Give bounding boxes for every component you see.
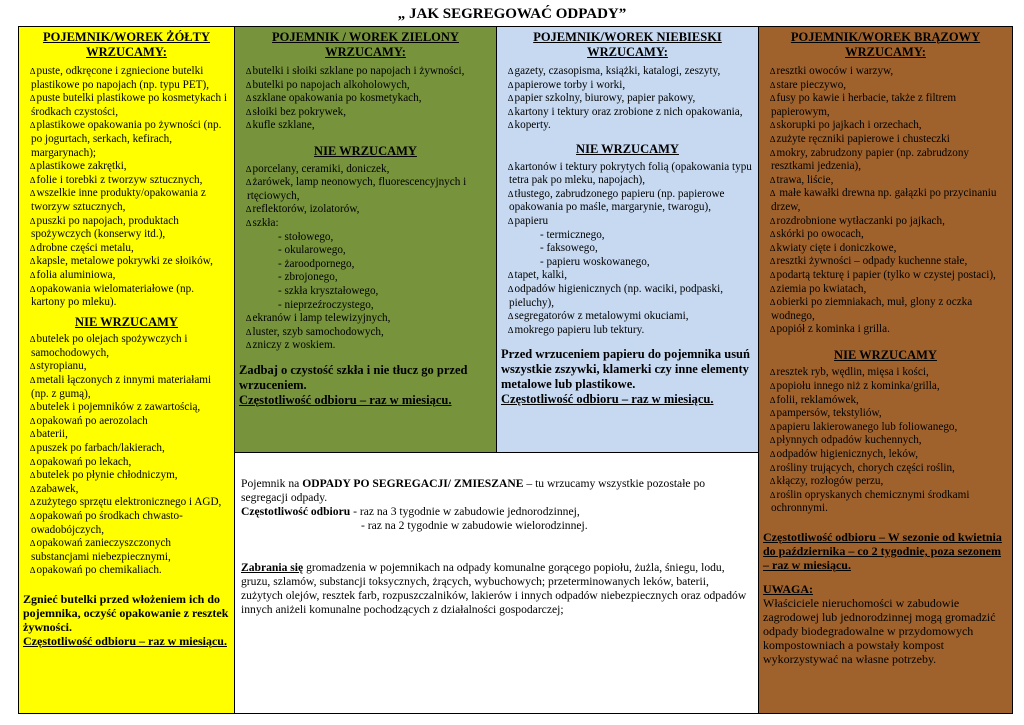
list-item [23,510,230,537]
list-item [23,187,230,214]
list-item [763,269,1008,283]
list-item-text: koperty. [514,119,551,132]
recycle-arrow-icon: ∆ [508,79,514,90]
recycle-arrow-icon: ∆ [508,188,514,199]
list-item-text: żarówek, lamp neonowych, fluorescencyjnych i rtęciowych, [247,176,467,202]
recycle-arrow-icon: ∆ [770,476,776,487]
list-item [23,483,230,497]
list-item [239,217,492,231]
recycle-arrow-icon: ∆ [30,497,36,508]
list-item [763,283,1008,297]
list-item [23,160,230,174]
brown-uwaga-label: UWAGA: [763,582,813,596]
list-item [239,79,492,93]
list-item [501,65,754,79]
list-item-text: folii, reklamówek, [776,393,859,406]
recycle-arrow-icon: ∆ [246,340,252,351]
list-item-text: skorupki po jajkach i orzechach, [776,119,922,132]
recycle-arrow-icon: ∆ [770,242,776,253]
list-item [239,285,492,299]
list-item-text: stare pieczywo, [776,78,847,91]
list-item-text: papier szkolny, biurowy, papier pakowy, [514,92,696,105]
list-item-text: segregatorów z metalowymi okuciami, [514,310,689,323]
list-item [763,174,1008,188]
recycle-arrow-icon: ∆ [30,161,36,172]
list-item [239,339,492,353]
list-item-text: odpadów higienicznych (np. waciki, podpaski, pieluchy), [509,282,723,309]
list-item-text: - żaroodpornego, [278,257,355,270]
list-item [763,421,1008,435]
list-item [23,537,230,564]
list-item-text: trawa, liście, [776,173,834,186]
yellow-frequency: Częstotliwość odbioru – raz w miesiącu. [23,633,227,648]
recycle-arrow-icon: ∆ [30,120,36,131]
recycle-arrow-icon: ∆ [246,163,252,174]
list-item-text: kufle szklane, [252,119,315,132]
list-item-text: szkła: [252,216,279,229]
yellow-note [23,592,230,648]
blue-note-text: Przed wrzuceniem papieru do pojemnika usuń wszystkie zszywki, klamerki czy inne elementy metalowe lub plastikowe. [501,347,750,392]
list-item [23,215,230,242]
list-item [501,92,754,106]
list-item [501,79,754,93]
blue-paper-list [501,229,754,270]
list-item [23,415,230,429]
list-item [501,188,754,215]
yellow-reject-header: NIE WRZUCAMY [75,314,178,329]
blue-accept-list [501,65,754,133]
recycle-arrow-icon: ∆ [30,456,36,467]
recycle-arrow-icon: ∆ [30,242,36,253]
list-item [23,174,230,188]
recycle-arrow-icon: ∆ [770,256,776,267]
blue-note [501,347,754,407]
recycle-arrow-icon: ∆ [30,188,36,199]
green-reject-list [239,163,492,231]
list-item-text: kartonów i tektury pokrytych folią (opakowania typu tetra pak po mleku, napojach), [509,160,752,187]
list-item [239,231,492,245]
list-item-text: resztki żywności – odpady kuchenne stałe, [776,255,968,268]
recycle-arrow-icon: ∆ [246,326,252,337]
mixed-frequency-line2: - raz na 2 tygodnie w zabudowie wielorodzinnej. [361,519,588,532]
list-item [23,374,230,401]
recycle-arrow-icon: ∆ [770,408,776,419]
list-item-text: puste butelki plastikowe po kosmetykach i środkach czystości, [31,92,227,118]
list-item-text: - faksowego, [540,242,598,255]
recycle-arrow-icon: ∆ [246,106,252,117]
yellow-bin-column [19,27,235,713]
recycle-arrow-icon: ∆ [770,269,776,280]
list-item [501,119,754,133]
brown-reject-header: NIE WRZUCAMY [834,347,937,362]
list-item [763,434,1008,448]
list-item-text: popiół z kominka i grilla. [776,323,890,336]
yellow-header: POJEMNIK/WOREK ŻÓŁTY WRZUCAMY: [42,30,211,59]
recycle-arrow-icon: ∆ [770,174,776,185]
list-item-text: zniczy z woskiem. [252,339,336,352]
recycle-arrow-icon: ∆ [770,147,776,158]
list-item [23,496,230,510]
list-item [763,462,1008,476]
list-item [239,326,492,340]
recycle-arrow-icon: ∆ [246,79,252,90]
recycle-arrow-icon: ∆ [508,311,514,322]
list-item-text: opakowań po chemikaliach. [36,564,162,577]
list-item-text: płynnych odpadów kuchennych, [776,434,922,447]
list-item-text: opakowań zanieczyszczonych substancjami niebezpiecznymi, [31,537,172,563]
list-item-text: rośliny trujących, chorych części roślin, [776,461,955,474]
recycle-arrow-icon: ∆ [246,66,252,76]
blue-reject-list [501,161,754,229]
list-item [501,215,754,229]
recycle-arrow-icon: ∆ [770,229,776,240]
recycle-arrow-icon: ∆ [30,93,36,104]
recycle-arrow-icon: ∆ [30,565,36,576]
segregation-board [18,26,1013,714]
recycle-arrow-icon: ∆ [30,429,36,440]
page-title: „ JAK SEGREGOWAĆ ODPADY” [397,6,627,22]
list-item [501,324,754,338]
recycle-arrow-icon: ∆ [508,324,514,335]
list-item [501,310,754,324]
mixed-waste-text [239,455,754,617]
list-item-text: kapsle, metalowe pokrywki ze słoików, [36,255,213,268]
list-item [501,161,754,188]
list-item [763,323,1008,337]
list-item-text: fusy po kawie i herbacie, także z filtrem papierowym, [771,92,957,118]
list-item-text: butelek i pojemników z zawartością, [36,401,201,414]
list-item-text: szklane opakowania po kosmetykach, [252,92,422,105]
list-item-text: ziemia po kwiatach, [776,282,867,295]
list-item-text: słoiki bez pokrywek, [252,105,347,118]
list-item-text: puszki po napojach, produktach spożywczych (konserwy itd.), [31,214,179,241]
list-item [23,564,230,578]
list-item-text: - szkła kryształowego, [278,284,379,297]
mixed-ban-label: Zabrania się [241,561,304,574]
recycle-arrow-icon: ∆ [770,435,776,446]
recycle-arrow-icon: ∆ [770,381,776,392]
list-item-text: papierowe torby i worki, [514,78,626,91]
list-item-text: opakowań po aerozolach [36,414,148,427]
recycle-arrow-icon: ∆ [508,270,514,281]
brown-uwaga-text: Właściciele nieruchomości w zabudowie zagrodowej lub jednorodzinnej mogą gromadzić odpady biodegradowalne w przydomowych kompostowniach a powstały kompost wykorzystywać na własne potrzeby. [763,596,996,666]
recycle-arrow-icon: ∆ [508,93,514,104]
list-item-text: papieru lakierowanego lub foliowanego, [776,420,958,433]
list-item-text: skórki po owocach, [776,228,864,241]
recycle-arrow-icon: ∆ [246,120,252,131]
list-item [763,255,1008,269]
green-reject-header: NIE WRZUCAMY [314,143,417,158]
recycle-arrow-icon: ∆ [30,483,36,494]
recycle-arrow-icon: ∆ [770,215,776,226]
list-item [763,380,1008,394]
recycle-arrow-icon: ∆ [30,215,36,226]
list-item-text: puszek po farbach/lakierach, [36,442,165,455]
recycle-arrow-icon: ∆ [770,462,776,473]
recycle-arrow-icon: ∆ [770,489,776,500]
recycle-arrow-icon: ∆ [30,174,36,185]
list-item [501,229,754,243]
recycle-arrow-icon: ∆ [246,204,252,215]
list-item [763,133,1008,147]
mixed-intro-post: – tu wrzucamy wszystkie pozostałe po segregacji odpady. [241,477,706,504]
brown-reject-list [763,366,1008,516]
list-item-text: papieru [514,214,549,227]
recycle-arrow-icon: ∆ [770,188,776,199]
list-item-text: kartony i tektury oraz zrobione z nich opakowania, [514,105,743,118]
list-item [763,92,1008,119]
list-item-text: popiołu innego niż z kominka/grilla, [776,380,940,393]
list-item-text: plastikowe opakowania po żywności (np. po jogurtach, serkach, kefirach, margarynach); [31,119,222,159]
list-item-text: kwiaty cięte i doniczkowe, [776,241,897,254]
recycle-arrow-icon: ∆ [30,538,36,549]
list-item-text: reflektorów, izolatorów, [252,203,360,216]
list-item [239,203,492,217]
list-item [239,176,492,203]
green-frequency: Częstotliwość odbioru – raz w miesiącu. [239,392,452,407]
list-item-text: luster, szyb samochodowych, [252,325,384,338]
list-item [239,106,492,120]
list-item-text: pampersów, tekstyliów, [776,407,882,420]
list-item-text: zabawek, [36,482,79,495]
brown-uwaga [763,582,1008,666]
green-note-text: Zadbaj o czystość szkła i nie tłucz go przed wrzuceniem. [239,362,468,392]
list-item-text: - papieru woskowanego, [540,255,650,268]
list-item-text: resztki owoców i warzyw, [776,65,894,77]
recycle-arrow-icon: ∆ [246,217,252,228]
list-item-text: drobne części metalu, [36,241,134,254]
list-item-text: metali łączonych z innymi materiałami (np. z gumą), [31,374,212,400]
blue-bin-column [497,27,759,452]
recycle-arrow-icon: ∆ [30,415,36,426]
list-item-text: butelek po olejach spożywczych i samochodowych, [31,333,188,359]
list-item [763,65,1008,79]
list-item-text: opakowań po środkach chwasto-owadobójczych, [31,510,183,536]
list-item-text: butelki po napojach alkoholowych, [252,78,410,91]
brown-accept-list [763,65,1008,337]
list-item [23,269,230,283]
list-item [23,255,230,269]
recycle-arrow-icon: ∆ [30,269,36,280]
list-item-text: odpadów higienicznych, leków, [776,448,919,461]
mixed-frequency-label: Częstotliwość odbioru [241,505,351,518]
list-item [239,92,492,106]
list-item-text: butelek po płynie chłodniczym, [36,469,178,482]
brown-header: POJEMNIK/WOREK BRĄZOWY WRZUCAMY: [790,30,981,59]
mixed-ban-text: gromadzenia w pojemnikach na odpady komunalne gorącego popiołu, żużla, śniegu, lodu, gruzu, szlamów, substancji toksycznych, żrących, wybuchowych; przeterminowanych leków, baterii, zużytych olejów, resztek farb, rozpuszczalników, lakierów i innych odpadów niebezpiecznych oraz odpadów innych aniżeli komunalne pochodzących z działalności gospodarczej; [241,561,747,616]
list-item [239,65,492,79]
recycle-arrow-icon: ∆ [770,367,776,378]
list-item-text: zużyte ręczniki papierowe i chusteczki [776,132,950,145]
recycle-arrow-icon: ∆ [770,93,776,104]
list-item [23,283,230,310]
list-item [239,244,492,258]
blue-reject-header: NIE WRZUCAMY [576,141,679,156]
list-item-text: obierki po ziemniakach, muł, glony z oczka wodnego, [771,296,973,322]
recycle-arrow-icon: ∆ [508,66,514,76]
recycle-arrow-icon: ∆ [770,79,776,90]
list-item [23,333,230,360]
list-item-text: tapet, kalki, [514,269,568,282]
recycle-arrow-icon: ∆ [30,66,36,76]
list-item [763,147,1008,174]
recycle-arrow-icon: ∆ [770,297,776,308]
recycle-arrow-icon: ∆ [770,283,776,294]
list-item-text: baterii, [36,428,68,441]
list-item-text: - stołowego, [278,230,334,243]
recycle-arrow-icon: ∆ [770,120,776,131]
recycle-arrow-icon: ∆ [30,256,36,267]
list-item [23,401,230,415]
list-item-text: styropianu, [36,360,87,373]
list-item-text: opakowania wielomateriałowe (np. kartony po mleku). [31,282,195,309]
list-item [239,271,492,285]
recycle-arrow-icon: ∆ [770,394,776,405]
list-item [239,163,492,177]
green-reject-list-2 [239,312,492,353]
list-item [239,299,492,313]
list-item-text: puste, odkręcone i zgniecione butelki plastikowe po napojach (np. typu PET), [31,65,210,91]
list-item-text: ekranów i lamp telewizyjnych, [252,312,391,325]
recycle-arrow-icon: ∆ [30,283,36,294]
list-item [23,65,230,92]
recycle-arrow-icon: ∆ [508,120,514,131]
list-item [763,366,1008,380]
yellow-accept-list [23,65,230,310]
list-item [763,296,1008,323]
recycle-arrow-icon: ∆ [508,215,514,226]
green-header: POJEMNIK / WOREK ZIELONY WRZUCAMY: [272,30,459,59]
recycle-arrow-icon: ∆ [30,443,36,454]
list-item-text: porcelany, ceramiki, doniczek, [252,162,390,175]
mixed-intro-pre: Pojemnik na [241,477,303,490]
list-item [501,242,754,256]
list-item-text: mokrego papieru lub tektury. [514,323,645,336]
list-item [763,394,1008,408]
list-item [501,256,754,270]
list-item [23,469,230,483]
list-item [23,360,230,374]
list-item-text: mokry, zabrudzony papier (np. zabrudzony resztkami jedzenia), [771,146,970,173]
list-item [23,119,230,160]
list-item [763,489,1008,516]
recycle-arrow-icon: ∆ [30,402,36,413]
list-item-text: folie i torebki z tworzyw sztucznych, [36,173,203,186]
mixed-frequency-line1: - raz na 3 tygodnie w zabudowie jednorodzinnej, [350,505,580,518]
list-item-text: małe kawałki drewna np. gałązki po przycinaniu drzew, [771,187,997,213]
list-item-text: zużytego sprzętu elektronicznego i AGD, [36,496,222,509]
list-item-text: gazety, czasopisma, książki, katalogi, zeszyty, [514,65,721,77]
list-item-text: resztek ryb, wędlin, mięsa i kości, [776,366,929,379]
list-item-text: roślin opryskanych chemicznymi środkami ochronnymi. [771,488,970,515]
list-item-text: butelki i słoiki szklane po napojach i żywności, [252,65,465,77]
mixed-waste-box [235,452,759,713]
recycle-arrow-icon: ∆ [246,93,252,104]
list-item [763,407,1008,421]
blue-header: POJEMNIK/WOREK NIEBIESKI WRZUCAMY: [533,30,722,59]
green-bin-column [235,27,497,452]
list-item-text: wszelkie inne produkty/opakowania z tworzyw sztucznych, [31,187,206,213]
recycle-arrow-icon: ∆ [30,511,36,521]
recycle-arrow-icon: ∆ [246,177,252,188]
recycle-arrow-icon: ∆ [30,361,36,372]
list-item [763,187,1008,214]
recycle-arrow-icon: ∆ [508,161,514,172]
blue-reject-list-2 [501,269,754,337]
recycle-arrow-icon: ∆ [30,334,36,345]
recycle-arrow-icon: ∆ [30,470,36,481]
list-item-text: tłustego, zabrudzonego papieru (np. papierowe opakowania po maśle, margarynie, twarogu), [509,187,725,214]
mixed-intro-bold: ODPADY PO SEGREGACJI/ ZMIESZANE [302,477,524,490]
list-item [23,456,230,470]
list-item [239,258,492,272]
list-item [763,448,1008,462]
list-item [23,442,230,456]
list-item-text: plastikowe zakrętki, [36,160,127,173]
list-item-text: - termicznego, [540,228,605,241]
yellow-reject-list [23,333,230,578]
list-item [763,119,1008,133]
recycle-arrow-icon: ∆ [770,449,776,460]
green-accept-list [239,65,492,133]
list-item [239,119,492,133]
list-item-text: podartą tekturę i papier (tylko w czystej postaci), [776,268,996,281]
list-item-text: folia aluminiowa, [36,268,116,281]
recycle-arrow-icon: ∆ [508,283,514,294]
blue-frequency: Częstotliwość odbioru – raz w miesiącu. [501,392,714,407]
list-item [763,215,1008,229]
list-item [23,242,230,256]
list-item-text: - okularowego, [278,244,346,257]
recycle-arrow-icon: ∆ [770,133,776,144]
list-item [501,283,754,310]
recycle-arrow-icon: ∆ [246,313,252,324]
list-item [763,242,1008,256]
list-item-text: rozdrobnione wytłaczanki po jajkach, [776,214,945,227]
mixed-intro [241,477,752,533]
list-item [23,428,230,442]
list-item [239,312,492,326]
brown-bin-column [759,27,1012,713]
list-item [23,92,230,119]
recycle-arrow-icon: ∆ [770,66,776,76]
list-item [763,475,1008,489]
list-item [501,106,754,120]
list-item [501,269,754,283]
list-item-text: opakowań po lekach, [36,455,132,468]
recycle-arrow-icon: ∆ [770,324,776,335]
list-item-text: - nieprzeźroczystego, [278,298,374,311]
green-note [239,363,492,408]
mixed-ban [241,561,752,617]
list-item [763,228,1008,242]
brown-frequency: Częstotliwość odbioru – W sezonie od kwietnia do października – co 2 tygodnie, poza sezonem – raz w miesiącu. [763,530,1002,572]
list-item-text: kłączy, rozłogów perzu, [776,475,884,488]
list-item-text: - zbrojonego, [278,271,338,284]
recycle-arrow-icon: ∆ [770,421,776,432]
yellow-note-text: Zgnieć butelki przed włożeniem ich do pojemnika, oczyść opakowanie z resztek żywności. [23,591,229,634]
green-glass-list [239,231,492,313]
recycle-arrow-icon: ∆ [30,375,36,386]
list-item [763,79,1008,93]
recycle-arrow-icon: ∆ [508,106,514,117]
